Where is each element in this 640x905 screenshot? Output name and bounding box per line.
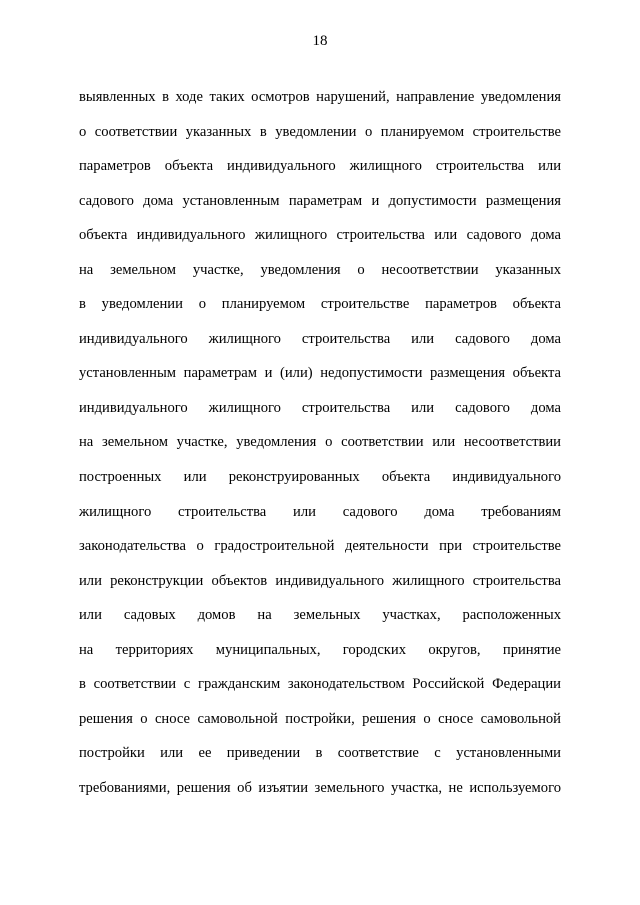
text-line: или садовых домов на земельных участках, расположенных — [79, 607, 561, 624]
text-line: построенных или реконструированных объекта индивидуального — [79, 469, 561, 486]
text-line: установленным параметрам и (или) недопустимости размещения объекта — [79, 365, 561, 382]
text-line: требованиями, решения об изъятии земельного участка, не используемого — [79, 779, 561, 796]
text-line: на территориях муниципальных, городских округов, принятие — [79, 641, 561, 658]
text-line: постройки или ее приведении в соответствие с установленными — [79, 745, 561, 762]
text-line: объекта индивидуального жилищного строительства или садового дома — [79, 227, 561, 244]
text-line: на земельном участке, уведомления о соответствии или несоответствии — [79, 434, 561, 451]
text-line: выявленных в ходе таких осмотров нарушений, направление уведомления — [79, 89, 561, 105]
text-line: индивидуального жилищного строительства или садового дома — [79, 330, 561, 347]
text-line: жилищного строительства или садового дома требованиям — [79, 503, 561, 520]
text-line: параметров объекта индивидуального жилищного строительства или — [79, 158, 561, 175]
text-line: в соответствии с гражданским законодательством Российской Федерации — [79, 676, 561, 693]
text-line: решения о сносе самовольной постройки, решения о сносе самовольной — [79, 710, 561, 727]
text-line: индивидуального жилищного строительства или садового дома — [79, 399, 561, 416]
text-line: или реконструкции объектов индивидуального жилищного строительства — [79, 572, 561, 589]
text-line: в уведомлении о планируемом строительстве параметров объекта — [79, 296, 561, 313]
text-line: о соответствии указанных в уведомлении о планируемом строительстве — [79, 123, 561, 140]
body-text — [79, 80, 561, 805]
page-number: 18 — [312, 33, 328, 49]
text-line: садового дома установленным параметрам и допустимости размещения — [79, 192, 561, 209]
text-line: на земельном участке, уведомления о несоответствии указанных — [79, 261, 561, 278]
text-line: законодательства о градостроительной деятельности при строительстве — [79, 538, 561, 555]
